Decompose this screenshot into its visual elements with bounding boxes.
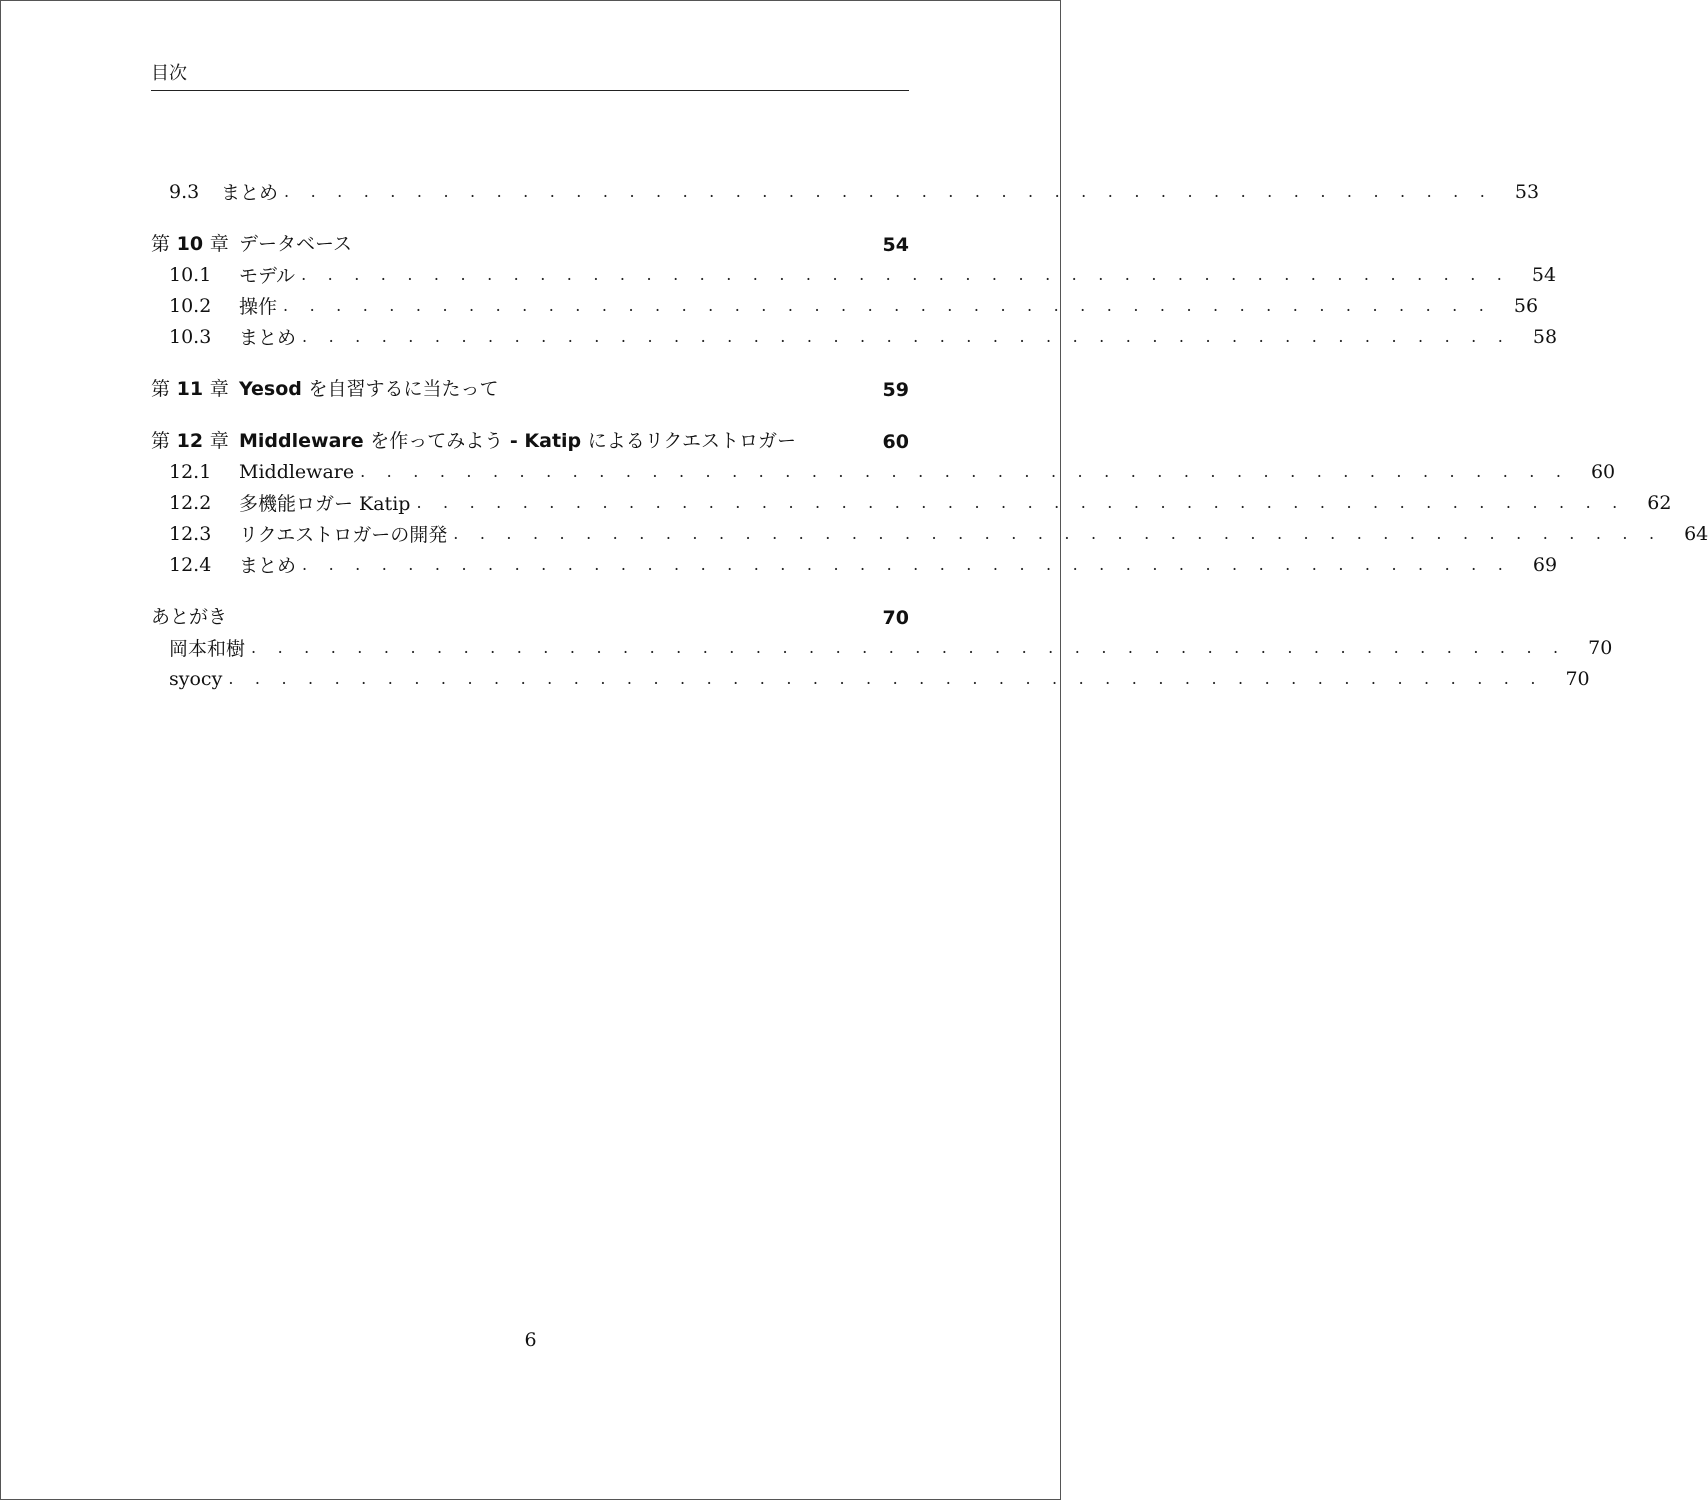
- chapter-title: [239, 229, 869, 256]
- page-ref: 64: [1684, 522, 1708, 545]
- section-title: リクエストロガーの開発: [239, 520, 453, 547]
- chapter-suffix: 章: [209, 233, 229, 255]
- leader-dots: . . . . . . . . . . . . . . . . . . . . . . . . . . . . . . . . . . . . . . . . . . . . . .: [360, 462, 1570, 481]
- section-number: 12.1: [169, 460, 212, 483]
- chapter-title-text: を作ってみよう: [370, 430, 504, 452]
- chapter-title-text: データベース: [239, 233, 353, 255]
- leader-dots: . . . . . . . . . . . . . . . . . . . . . . . . . . . . . . . . . . . . . . . . . . . . . .: [301, 265, 1511, 284]
- page-ref: 69: [1532, 553, 1558, 576]
- section-title: syocy: [151, 668, 228, 690]
- chapter-title-text: によるリクエストロガー: [587, 430, 797, 452]
- section-number: 12.3: [169, 522, 212, 545]
- section-title: 岡本和樹: [151, 634, 251, 661]
- chapter-suffix: 章: [209, 430, 229, 452]
- chapter-prefix: 第: [151, 430, 171, 452]
- chapter-title-bold: Yesod: [239, 378, 302, 400]
- chapter-num: 10: [176, 233, 204, 255]
- page-ref: 58: [1532, 325, 1558, 348]
- toc-chapter-12[interactable]: [151, 418, 909, 456]
- toc-entry-10-2[interactable]: [151, 290, 1539, 321]
- toc-entry-12-1[interactable]: [151, 456, 1616, 487]
- section-title: モデル: [239, 261, 301, 288]
- toc-entry-12-2[interactable]: [151, 487, 1672, 518]
- toc-afterword[interactable]: [151, 594, 909, 632]
- chapter-num: 11: [176, 378, 204, 400]
- toc-entry-author-1[interactable]: [151, 632, 1613, 663]
- chapter-title-text: を自習するに当たって: [308, 378, 499, 400]
- section-title: 多機能ロガー Katip: [239, 489, 416, 516]
- toc-entry-12-4[interactable]: [151, 549, 1558, 580]
- chapter-page: 60: [882, 431, 909, 453]
- section-number: 9.3: [169, 180, 200, 203]
- chapter-number: [151, 374, 239, 401]
- section-title: Middleware: [239, 461, 360, 483]
- section-number: 10.2: [169, 294, 212, 317]
- toc-chapter-10[interactable]: [151, 221, 909, 259]
- section-title: まとめ: [221, 178, 284, 205]
- section-number: 10.1: [169, 263, 212, 286]
- chapter-title-bold: - Katip: [509, 430, 582, 452]
- table-of-contents: [151, 176, 1708, 694]
- toc-entry-10-1[interactable]: [151, 259, 1557, 290]
- afterword-page: 70: [882, 607, 909, 629]
- afterword-title: [151, 602, 869, 629]
- page-ref: 60: [1590, 460, 1616, 483]
- leader-dots: . . . . . . . . . . . . . . . . . . . . . . . . . . . . . . . . . . . . . . . . . . . . . .: [284, 182, 1494, 201]
- section-title: まとめ: [239, 551, 302, 578]
- toc-entry-10-3[interactable]: [151, 321, 1558, 352]
- page-number: 6: [524, 1329, 537, 1351]
- page-ref: 54: [1531, 263, 1557, 286]
- chapter-page: 54: [882, 234, 909, 256]
- chapter-suffix: 章: [209, 378, 229, 400]
- leader-dots: . . . . . . . . . . . . . . . . . . . . . . . . . . . . . . . . . . . . . . . . . . . . . . . . . .: [228, 669, 1544, 688]
- chapter-title-bold: Middleware: [239, 430, 364, 452]
- chapter-num: 12: [176, 430, 204, 452]
- section-title: まとめ: [239, 323, 302, 350]
- page-ref: 56: [1513, 294, 1539, 317]
- chapter-title: [239, 426, 869, 453]
- page-ref: 70: [1565, 667, 1590, 690]
- toc-entry-12-3[interactable]: [151, 518, 1708, 549]
- chapter-page: 59: [882, 379, 909, 401]
- chapter-number: [151, 229, 239, 256]
- leader-dots: . . . . . . . . . . . . . . . . . . . . . . . . . . . . . . . . . . . . . . . . . . . . . .: [302, 555, 1512, 574]
- leader-dots: . . . . . . . . . . . . . . . . . . . . . . . . . . . . . . . . . . . . . . . . . . . . . .: [416, 493, 1626, 512]
- section-number: 12.2: [169, 491, 212, 514]
- section-number: 12.4: [169, 553, 212, 576]
- header-rule: [151, 90, 909, 91]
- chapter-prefix: 第: [151, 233, 171, 255]
- leader-dots: . . . . . . . . . . . . . . . . . . . . . . . . . . . . . . . . . . . . . . . . . . . . . .: [302, 327, 1512, 346]
- toc-entry-9-3[interactable]: [151, 176, 1540, 207]
- chapter-title: [239, 374, 869, 401]
- page-ref: 62: [1647, 491, 1672, 514]
- page-ref: 70: [1588, 636, 1613, 659]
- chapter-prefix: 第: [151, 378, 171, 400]
- running-header: 目次: [151, 63, 187, 84]
- page-ref: 53: [1514, 180, 1540, 203]
- toc-chapter-11[interactable]: [151, 366, 909, 404]
- leader-dots: . . . . . . . . . . . . . . . . . . . . . . . . . . . . . . . . . . . . . . . . . . . . . .: [453, 524, 1663, 543]
- toc-entry-author-2[interactable]: [151, 663, 1590, 694]
- leader-dots: . . . . . . . . . . . . . . . . . . . . . . . . . . . . . . . . . . . . . . . . . . . . . .: [283, 296, 1493, 315]
- section-number: 10.3: [169, 325, 212, 348]
- section-title: 操作: [239, 292, 283, 319]
- leader-dots: . . . . . . . . . . . . . . . . . . . . . . . . . . . . . . . . . . . . . . . . . . . . . . . . . .: [251, 638, 1567, 657]
- chapter-number: [151, 426, 239, 453]
- afterword-title-text: あとがき: [151, 606, 228, 628]
